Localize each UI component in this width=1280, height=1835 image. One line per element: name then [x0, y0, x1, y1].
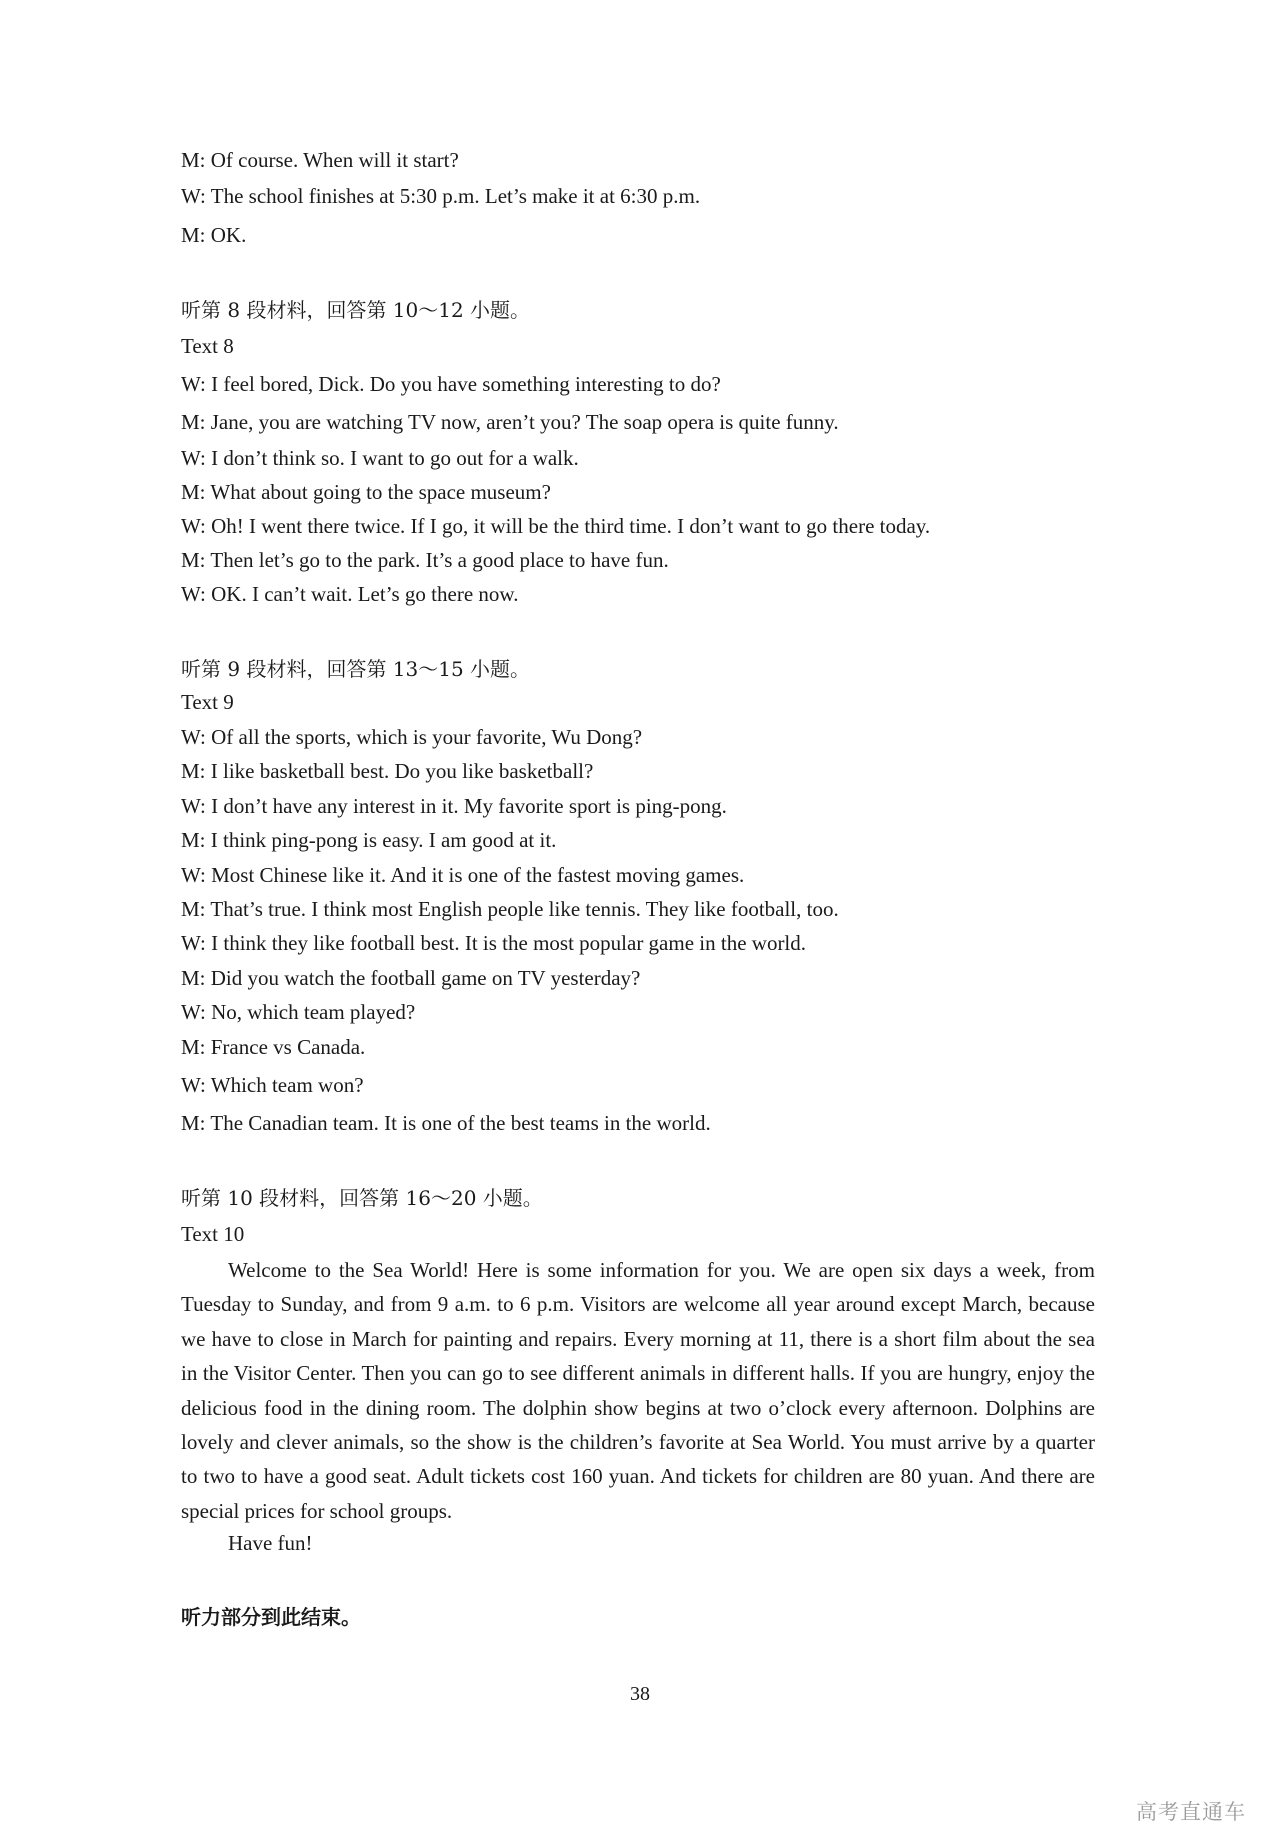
page-number: 38	[630, 1683, 650, 1705]
dialogue-line: W: I don’t have any interest in it. My favorite sport is ping-pong.	[181, 794, 727, 818]
dialogue-line: W: Most Chinese like it. And it is one of the fastest moving games.	[181, 863, 745, 887]
dialogue-line: W: OK. I can’t wait. Let’s go there now.	[181, 582, 519, 606]
dialogue-line: M: That’s true. I think most English people like tennis. They like football, too.	[181, 897, 839, 921]
dialogue-line: M: France vs Canada.	[181, 1035, 366, 1059]
section-title: Text 10	[181, 1222, 245, 1246]
dialogue-line: M: Jane, you are watching TV now, aren’t you? The soap opera is quite funny.	[181, 410, 839, 434]
dialogue-line: W: Which team won?	[181, 1073, 364, 1097]
dialogue-line: M: Did you watch the football game on TV yesterday?	[181, 966, 641, 990]
section-title: Text 9	[181, 690, 234, 714]
dialogue-line: W: I feel bored, Dick. Do you have something interesting to do?	[181, 372, 721, 396]
section-instruction: 听第 8 段材料，回答第 10～12 小题。	[181, 298, 531, 322]
dialogue-line: M: I think ping-pong is easy. I am good at it.	[181, 828, 557, 852]
end-note: 听力部分到此结束。	[181, 1605, 361, 1629]
dialogue-line: W: Of all the sports, which is your favorite, Wu Dong?	[181, 725, 643, 749]
passage-closing: Have fun!	[228, 1531, 313, 1555]
dialogue-line: W: I think they like football best. It is the most popular game in the world.	[181, 931, 807, 955]
section-instruction: 听第 9 段材料，回答第 13～15 小题。	[181, 657, 531, 681]
section-instruction: 听第 10 段材料，回答第 16～20 小题。	[181, 1186, 543, 1210]
dialogue-line: W: I don’t think so. I want to go out for a walk.	[181, 446, 579, 470]
dialogue-line: W: Oh! I went there twice. If I go, it will be the third time. I don’t want to go there today.	[181, 514, 931, 538]
watermark-text: 高考直通车	[1136, 1800, 1246, 1824]
dialogue-line: M: Then let’s go to the park. It’s a good place to have fun.	[181, 548, 669, 572]
dialogue-line: W: No, which team played?	[181, 1000, 416, 1024]
section-title: Text 8	[181, 334, 234, 358]
dialogue-line: M: I like basketball best. Do you like basketball?	[181, 759, 594, 783]
passage-paragraph: Welcome to the Sea World! Here is some information for you. We are open six days a week, from Tuesday to Sunday, and from 9 a.m. to 6 p.m. Visitors are welcome all year around except March, because we have to close in March for painting and repairs. Every morning at 11, there is a short film about the sea in the Visitor Center. Then you can go to see different animals in different halls. If you are hungry, enjoy the delicious food in the dining room. The dolphin show begins at two o’clock every afternoon. Dolphins are lovely and clever animals, so the show is the children’s favorite at Sea World. You must arrive by a quarter to two to have a good seat. Adult tickets cost 160 yuan. And tickets for children are 80 yuan. And there are special prices for school groups.	[181, 1258, 1095, 1523]
dialogue-line: M: The Canadian team. It is one of the best teams in the world.	[181, 1111, 711, 1135]
dialogue-line: M: Of course. When will it start?	[181, 148, 459, 172]
dialogue-line: W: The school finishes at 5:30 p.m. Let’s make it at 6:30 p.m.	[181, 184, 701, 208]
dialogue-line: M: What about going to the space museum?	[181, 480, 551, 504]
dialogue-line: M: OK.	[181, 223, 247, 247]
